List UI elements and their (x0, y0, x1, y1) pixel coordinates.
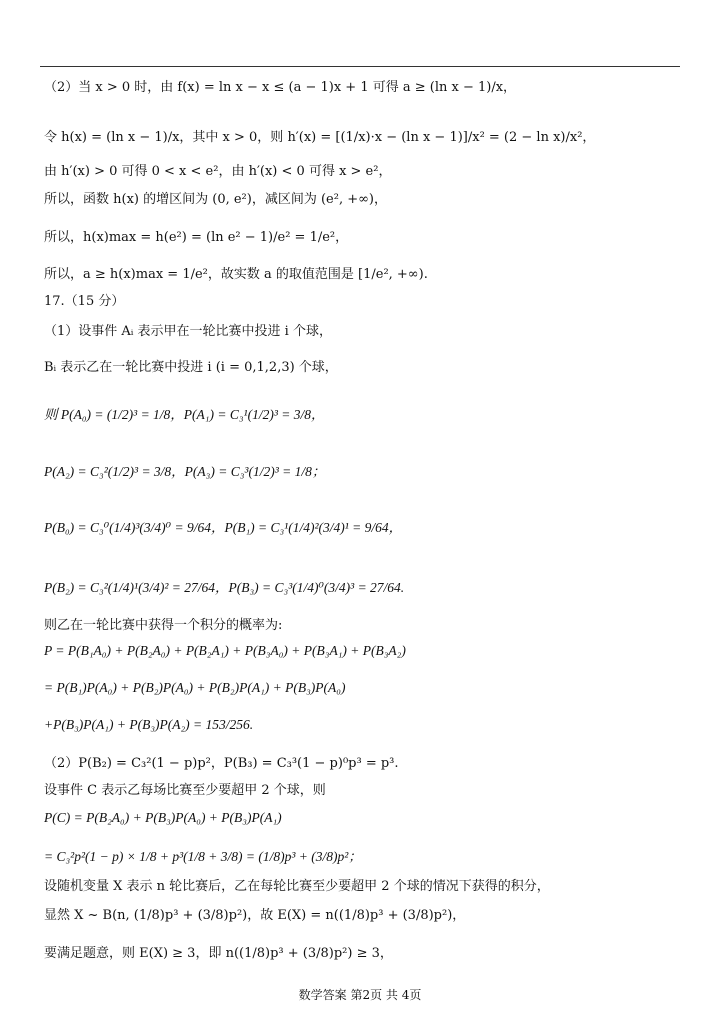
line-p-expand-1: = P(B₁)P(A₀) + P(B₂)P(A₀) + P(B₂)P(A₁) + P(B₃)P(A₀) (44, 680, 346, 695)
question-17-heading: 17.（15 分） (44, 294, 125, 309)
line-condition: 要满足题意，则 E(X) ≥ 3，即 n((1/8)p³ + (3/8)p²) ≥ 3， (44, 946, 393, 961)
line-h-max: 所以，h(x)max = h(e²) = (ln e² − 1)/e² = 1/e²， (44, 230, 349, 245)
line-binomial: 显然 X ~ B(n, (1/8)p³ + (3/8)p²)，故 E(X) = n((1/8)p³ + (3/8)p²)， (44, 908, 466, 923)
line-part2-intro: （2）当 x > 0 时，由 f(x) = ln x − x ≤ (a − 1)x + 1 可得 a ≥ (ln x − 1)/x， (44, 80, 517, 95)
line-prob-b2-b3: P(B₂) = C₃²(1/4)¹(3/4)² = 27/64，P(B₃) = C₃³(1/4)⁰(3/4)³ = 27/64. (44, 580, 405, 595)
header-rule (40, 66, 680, 67)
line-one-point-intro: 则乙在一轮比赛中获得一个积分的概率为: (44, 618, 283, 633)
line-p-expand-2: +P(B₃)P(A₁) + P(B₃)P(A₂) = 153/256. (44, 717, 254, 732)
line-event-b: Bᵢ 表示乙在一轮比赛中投进 i (i = 0,1,2,3) 个球， (44, 360, 338, 375)
line-p-sum: P = P(B₁A₀) + P(B₂A₀) + P(B₂A₁) + P(B₃A₀) + P(B₃A₁) + P(B₃A₂) (44, 643, 406, 658)
line-pc-result: = C₃²p²(1 − p) × 1/8 + p³(1/8 + 3/8) = (1/8)p³ + (3/8)p²； (44, 849, 362, 864)
line-monotonic-intervals: 所以，函数 h(x) 的增区间为 (0, e²)，减区间为 (e², +∞)， (44, 192, 387, 207)
line-event-a: （1）设事件 Aᵢ 表示甲在一轮比赛中投进 i 个球， (44, 324, 332, 339)
line-random-variable: 设随机变量 X 表示 n 轮比赛后，乙在每轮比赛至少要超甲 2 个球的情况下获得的积分， (44, 879, 550, 894)
line-prob-b0-b1: P(B₀) = C₃⁰(1/4)³(3/4)⁰ = 9/64，P(B₁) = C₃¹(1/4)²(3/4)¹ = 9/64， (44, 520, 403, 535)
line-prob-a0-a1: 则 P(A₀) = (1/2)³ = 1/8，P(A₁) = C₃¹(1/2)³ = 3/8， (44, 407, 325, 422)
line-prob-a2-a3: P(A₂) = C₃²(1/2)³ = 3/8，P(A₃) = C₃³(1/2)³ = 1/8； (44, 464, 326, 479)
line-pc: P(C) = P(B₂A₀) + P(B₃)P(A₀) + P(B₃)P(A₁) (44, 810, 282, 825)
line-a-range: 所以，a ≥ h(x)max = 1/e²，故实数 a 的取值范围是 [1/e², +∞). (44, 267, 428, 282)
line-derivative-sign: 由 h′(x) > 0 可得 0 < x < e²，由 h′(x) < 0 可得 x > e²， (44, 164, 392, 179)
line-part2-probs: （2）P(B₂) = C₃²(1 − p)p²，P(B₃) = C₃³(1 − p)⁰p³ = p³. (44, 756, 399, 771)
line-define-h: 令 h(x) = (ln x − 1)/x，其中 x > 0，则 h′(x) = [(1/x)·x − (ln x − 1)]/x² = (2 − ln x)/x²， (44, 130, 596, 145)
page-footer: 数学答案 第2页 共 4页 (298, 988, 422, 1002)
line-event-c: 设事件 C 表示乙每场比赛至少要超甲 2 个球，则 (44, 783, 326, 798)
